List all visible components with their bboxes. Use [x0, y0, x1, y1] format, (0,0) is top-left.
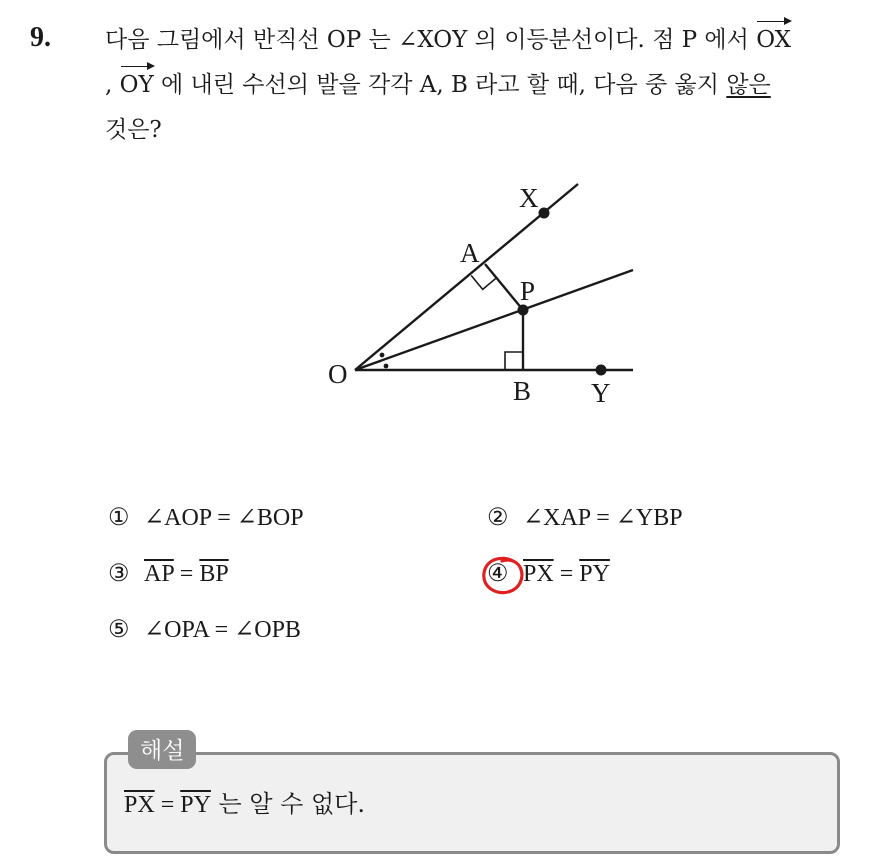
- choice-3-equals: =: [173, 561, 200, 587]
- choice-4-number: ④: [487, 561, 509, 587]
- solution-segment-py: $\overline{PY}$: [180, 792, 211, 818]
- choice-5-number: ⑤: [108, 617, 130, 643]
- label-b: B: [513, 376, 532, 406]
- label-o: O: [328, 359, 348, 389]
- choice-4-equals: =: [553, 561, 580, 587]
- label-a: A: [460, 238, 480, 268]
- underlined-word: 않은: [726, 72, 771, 98]
- right-angle-mark-b: [505, 352, 523, 370]
- choice-2[interactable]: [487, 503, 683, 532]
- right-angle-mark-a: [471, 276, 496, 290]
- choice-4-segment-px: $\overline{PX}$: [523, 561, 554, 587]
- point-p: [518, 305, 529, 316]
- label-x: X: [519, 183, 539, 213]
- question-text: [105, 18, 865, 153]
- point-x: [539, 208, 550, 219]
- geometry-figure: [320, 170, 650, 410]
- choice-1-number: ①: [108, 505, 130, 531]
- vector-ox: OX: [756, 18, 791, 63]
- choice-5[interactable]: [108, 615, 301, 644]
- choice-1-text: ∠AOP = ∠BOP: [144, 505, 304, 531]
- segment-pa: [485, 264, 523, 310]
- vector-oy: OY: [120, 63, 154, 108]
- solution-tag: 해설: [128, 730, 196, 769]
- solution-segment-px: $\overline{PX}$: [124, 792, 155, 818]
- choice-5-text: ∠OPA = ∠OPB: [144, 617, 301, 643]
- ray-op: [355, 270, 633, 370]
- label-p: P: [520, 276, 536, 306]
- solution-text: [124, 784, 365, 819]
- choice-3[interactable]: [108, 559, 229, 588]
- choice-3-segment-ap: $\overline{AP}$: [144, 561, 174, 587]
- question-text-part4: 것은?: [105, 117, 162, 143]
- choice-2-text: ∠XAP = ∠YBP: [523, 505, 683, 531]
- selected-answer-circle-mark: [480, 555, 528, 599]
- choice-4-segment-py: $\overline{PY}$: [579, 561, 610, 587]
- angle-mark-dot-1: [380, 353, 385, 358]
- question-text-part2: ,: [105, 72, 120, 98]
- point-y: [596, 365, 607, 376]
- solution-rest: 는 알 수 없다.: [210, 790, 365, 818]
- choice-2-number: ②: [487, 505, 509, 531]
- angle-mark-dot-2: [384, 364, 389, 369]
- choice-1[interactable]: [108, 503, 304, 532]
- question-text-part1: 다음 그림에서 반직선 OP 는 ∠XOY 의 이등분선이다. 점 P 에서: [105, 27, 757, 53]
- choice-3-segment-bp: $\overline{BP}$: [199, 561, 229, 587]
- label-y: Y: [591, 378, 611, 408]
- choice-3-number: ③: [108, 561, 130, 587]
- question-number: 9.: [30, 22, 51, 53]
- question-text-part3: 에 내린 수선의 발을 각각 A, B 라고 할 때, 다음 중 옳지: [153, 72, 727, 98]
- solution-equals: =: [154, 792, 181, 818]
